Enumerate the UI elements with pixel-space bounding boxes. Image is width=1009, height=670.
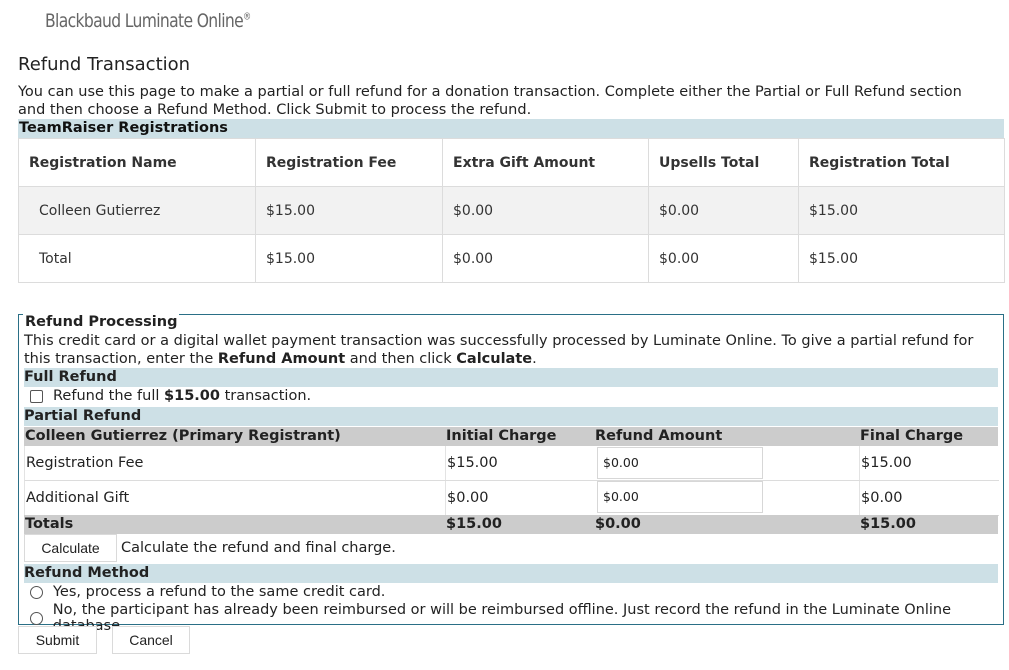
refund-desc-text-3: . (532, 351, 537, 367)
cell-registration-fee: $15.00 (256, 187, 443, 235)
col-final-charge: Final Charge (860, 428, 964, 444)
totals-final-charge: $15.00 (860, 516, 916, 532)
initial-charge-registration-fee: $15.00 (447, 455, 498, 471)
row-label-registration-fee: Registration Fee (26, 455, 144, 471)
cancel-button[interactable]: Cancel (112, 626, 190, 654)
cell-total-upsells: $0.00 (649, 235, 799, 283)
calculate-button[interactable]: Calculate (24, 534, 117, 562)
cell-registration-name: Colleen Gutierrez (19, 187, 256, 235)
refund-desc-bold-1: Refund Amount (217, 351, 346, 367)
table-row (24, 446, 999, 481)
full-refund-heading: Full Refund (24, 368, 998, 387)
col-registrant: Colleen Gutierrez (Primary Registrant) (25, 428, 341, 444)
cell-total-fee: $15.00 (256, 235, 443, 283)
initial-charge-additional-gift: $0.00 (447, 490, 489, 506)
partial-refund-header-row (24, 427, 998, 446)
refund-method-heading: Refund Method (24, 564, 998, 583)
refund-method-option-same-card[interactable] (30, 584, 385, 600)
partial-refund-heading: Partial Refund (24, 407, 998, 426)
refund-method-radio-same-card[interactable] (30, 586, 43, 599)
full-refund-label (53, 388, 311, 404)
cell-divider (859, 446, 860, 480)
refund-processing-legend: Refund Processing (25, 314, 178, 330)
brand-logo (45, 10, 251, 32)
table-row (19, 187, 1005, 235)
refund-desc-text-1: This credit card or a digital wallet payment transaction was successfully processed by Luminate Online. To give a partial refund for this transaction, enter the (24, 333, 974, 367)
full-refund-label-suffix: transaction. (219, 388, 312, 404)
cell-registration-total: $15.00 (799, 187, 1005, 235)
full-refund-label-prefix: Refund the full (53, 388, 165, 404)
refund-description (24, 332, 984, 368)
registrations-table (18, 138, 1005, 283)
cell-divider (859, 481, 860, 515)
refund-amount-input-registration-fee[interactable]: $0.00 (597, 447, 763, 479)
page-intro: You can use this page to make a partial or full refund for a donation transaction. Complete either the Partial or Full Refund section and then choose a Refund Method. Click Submit to process the refund. (18, 84, 962, 118)
full-refund-amount: $15.00 (164, 388, 220, 404)
refund-method-radio-offline[interactable] (30, 612, 43, 625)
col-registration-fee: Registration Fee (256, 139, 443, 187)
totals-label: Totals (25, 516, 74, 532)
row-label-additional-gift: Additional Gift (26, 490, 130, 506)
brand-name: Blackbaud Luminate Online (45, 10, 244, 32)
table-header-row (19, 139, 1005, 187)
refund-amount-input-additional-gift[interactable]: $0.00 (597, 481, 763, 513)
refund-method-label-same-card: Yes, process a refund to the same credit card. (53, 584, 386, 600)
table-total-row (19, 235, 1005, 283)
cell-divider (445, 481, 446, 515)
brand-registered-mark: ® (243, 11, 251, 23)
full-refund-option[interactable] (30, 388, 311, 404)
refund-desc-bold-2: Calculate (456, 351, 533, 367)
col-initial-charge: Initial Charge (446, 428, 557, 444)
refund-method-label-offline: No, the participant has already been reimbursed or will be reimbursed offline. Just record the refund in the Luminate Online (52, 602, 951, 618)
cell-total-label: Total (19, 235, 256, 283)
page-title: Refund Transaction (18, 54, 191, 75)
cell-upsells-total: $0.00 (649, 187, 799, 235)
full-refund-checkbox[interactable] (30, 390, 43, 403)
col-extra-gift-amount: Extra Gift Amount (443, 139, 649, 187)
refund-desc-text-2: and then click (345, 351, 457, 367)
submit-button[interactable]: Submit (18, 626, 97, 654)
cell-total-registration: $15.00 (799, 235, 1005, 283)
totals-initial-charge: $15.00 (446, 516, 502, 532)
teamraiser-heading: TeamRaiser Registrations (18, 119, 1004, 138)
cell-total-extra-gift: $0.00 (443, 235, 649, 283)
col-upsells-total: Upsells Total (649, 139, 799, 187)
totals-refund-amount: $0.00 (595, 516, 641, 532)
partial-refund-totals-row (24, 515, 998, 534)
calculate-note: Calculate the refund and final charge. (121, 540, 396, 556)
cell-extra-gift: $0.00 (443, 187, 649, 235)
final-charge-additional-gift: $0.00 (861, 490, 903, 506)
cell-divider (445, 446, 446, 480)
col-registration-name: Registration Name (19, 139, 256, 187)
col-refund-amount: Refund Amount (595, 428, 723, 444)
col-registration-total: Registration Total (799, 139, 1005, 187)
table-row (24, 481, 999, 516)
final-charge-registration-fee: $15.00 (861, 455, 912, 471)
